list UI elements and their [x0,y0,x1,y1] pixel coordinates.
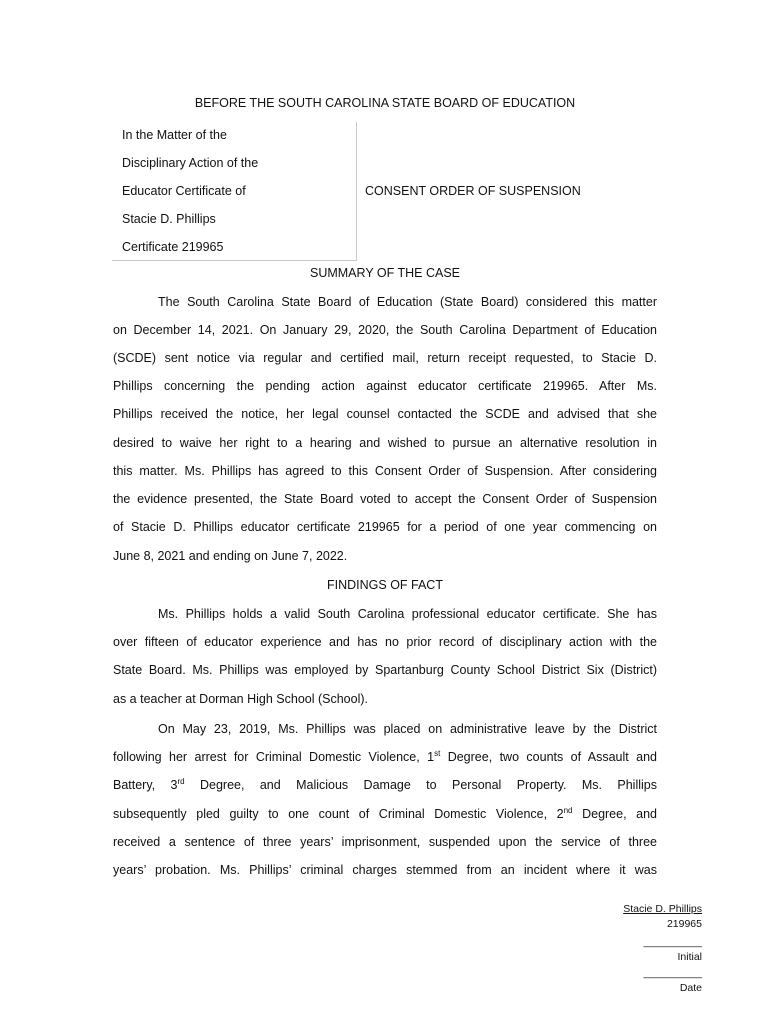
summary-line: of Stacie D. Phillips educator certificate 219965 for a period of one year commencing on [113,520,657,534]
ordinal-suffix: nd [563,806,573,815]
summary-line: Phillips received the notice, her legal counsel contacted the SCDE and advised that she [113,407,657,421]
footer-certificate-number: 219965 [666,918,702,930]
order-title: CONSENT ORDER OF SUSPENSION [365,184,581,198]
text-segment: Degree, two counts of Assault and [440,750,657,764]
date-label: Date [679,982,702,994]
findings-line [113,777,657,793]
summary-line: Phillips concerning the pending action against educator certificate 219965. After Ms. [113,379,657,393]
findings-line [113,749,657,765]
text-segment: Degree, and [572,807,657,821]
ordinal-suffix: rd [177,777,185,786]
document-title: BEFORE THE SOUTH CAROLINA STATE BOARD OF EDUCATION [194,96,576,110]
initial-label: Initial [677,951,702,963]
findings-line: as a teacher at Dorman High School (School). [113,692,368,706]
caption-line-4: Stacie D. Phillips [122,212,216,226]
summary-line: the evidence presented, the State Board voted to accept the Consent Order of Suspension [113,492,657,506]
summary-line: on December 14, 2021. On January 29, 2020, the South Carolina Department of Education [113,323,657,337]
findings-line: On May 23, 2019, Ms. Phillips was placed on administrative leave by the District [158,722,657,736]
caption-line-5: Certificate 219965 [122,240,224,254]
caption-line-3: Educator Certificate of [122,184,246,198]
case-caption-box [112,122,357,261]
summary-line: desired to waive her right to a hearing and wished to pursue an alternative resolution in [113,436,657,450]
summary-line: (SCDE) sent notice via regular and certified mail, return receipt requested, to Stacie D. [113,351,657,365]
ordinal-suffix: st [434,749,441,758]
footer-name: Stacie D. Phillips [623,903,702,915]
initial-blank: __________ [643,936,702,948]
findings-line: received a sentence of three years’ imprisonment, suspended upon the service of three [113,835,657,849]
date-blank: __________ [643,967,702,979]
findings-line: over fifteen of educator experience and has no prior record of disciplinary action with the [113,635,657,649]
summary-line: June 8, 2021 and ending on June 7, 2022. [113,549,348,563]
findings-line: Ms. Phillips holds a valid South Carolina professional educator certificate. She has [158,607,657,621]
findings-line: State Board. Ms. Phillips was employed by Spartanburg County School District Six (District) [113,663,657,677]
caption-line-2: Disciplinary Action of the [122,156,259,170]
text-segment: Degree, and Malicious Damage to Personal Property. Ms. Phillips [184,778,657,792]
summary-line: The South Carolina State Board of Education (State Board) considered this matter [158,295,657,309]
caption-line-1: In the Matter of the [122,128,227,142]
summary-heading: SUMMARY OF THE CASE [309,266,461,280]
findings-line: years’ probation. Ms. Phillips’ criminal charges stemmed from an incident where it was [113,863,657,877]
summary-line: this matter. Ms. Phillips has agreed to this Consent Order of Suspension. After considering [113,464,657,478]
text-segment: Battery, 3 [113,778,178,792]
text-segment: subsequently pled guilty to one count of Criminal Domestic Violence, 2 [113,807,564,821]
findings-line [113,806,657,822]
text-segment: following her arrest for Criminal Domestic Violence, 1 [113,750,435,764]
findings-heading: FINDINGS OF FACT [327,578,443,592]
